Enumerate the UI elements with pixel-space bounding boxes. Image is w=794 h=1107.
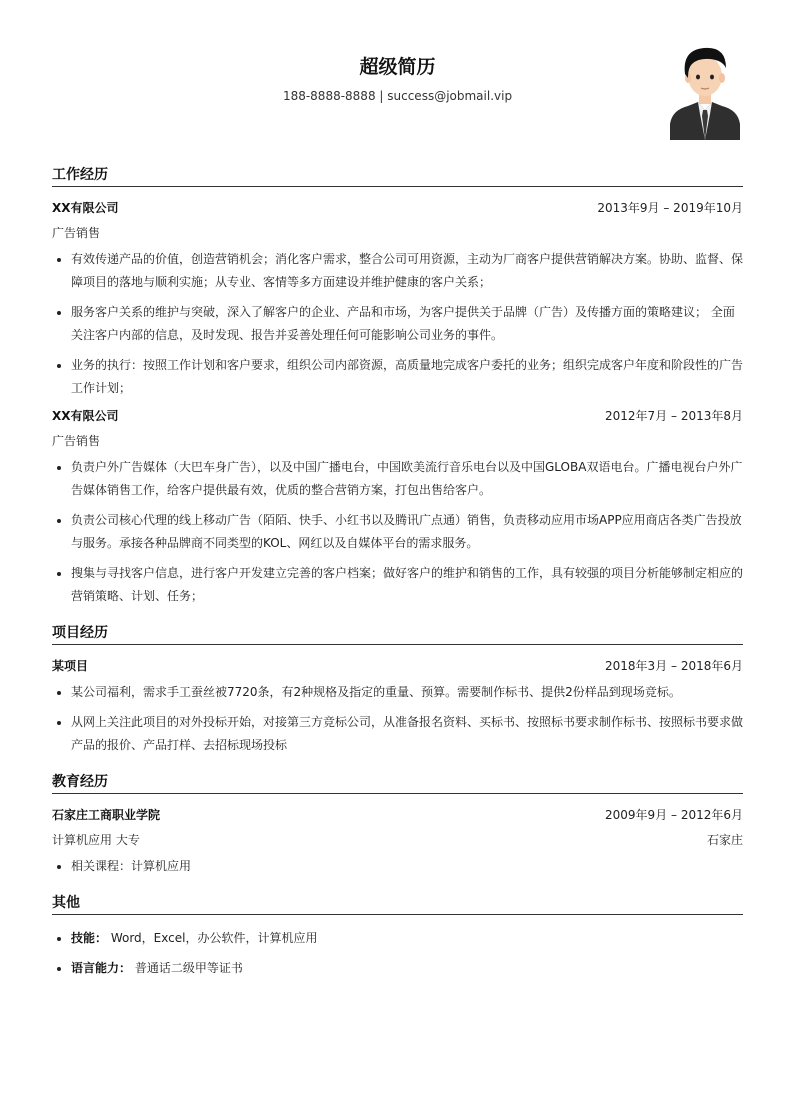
date-range: 2012年7月 – 2013年8月 <box>605 409 743 423</box>
company-name: XX有限公司 <box>52 409 119 423</box>
section-title-work: 工作经历 <box>52 158 743 187</box>
major-degree: 计算机应用 大专 <box>52 833 140 847</box>
location: 石家庄 <box>706 833 743 847</box>
item-label: 语言能力： <box>71 961 132 975</box>
item-text: Word，Excel，办公软件，计算机应用 <box>107 931 318 945</box>
list-item: • 负责户外广告媒体（大巴车身广告），以及中国广播电台，中国欧美流行音乐电台以及中国GLOBA双语电台。广播电视台户外广告媒体销售工作，给客户提供最有效，优质的整合营销方案，打包出售给客户。 <box>71 456 743 502</box>
candidate-name: 超级简历 <box>359 56 436 78</box>
work-entry <box>52 199 743 400</box>
list-item: • 业务的执行：按照工作计划和客户要求，组织公司内部资源，高质量地完成客户委托的业务；组织完成客户年度和阶段性的广告工作计划； <box>71 354 743 400</box>
section-title-projects: 项目经历 <box>52 616 743 645</box>
school-name: 石家庄工商职业学院 <box>52 808 161 822</box>
contact-line: 188-8888-8888 | success@jobmail.vip <box>282 89 513 103</box>
other-section <box>52 886 743 980</box>
resume-header <box>52 0 743 150</box>
project-name: 某项目 <box>52 659 89 673</box>
list-item <box>71 927 743 950</box>
date-range: 2018年3月 – 2018年6月 <box>605 659 743 673</box>
list-item <box>71 957 743 980</box>
list-item: • 搜集与寻找客户信息，进行客户开发建立完善的客户档案；做好客户的维护和销售的工作，具有较强的项目分析能够制定相应的营销策略、计划、任务； <box>71 562 743 608</box>
project-entry <box>52 657 743 757</box>
work-entry <box>52 407 743 608</box>
list-item: • 有效传递产品的价值，创造营销机会；消化客户需求，整合公司可用资源，主动为厂商客户提供营销解决方案。协助、监督、保障项目的落地与顺利实施；从专业、客情等多方面建设并维护健康的客户关系； <box>71 248 743 294</box>
section-title-education: 教育经历 <box>52 765 743 794</box>
project-section <box>52 616 743 757</box>
education-section <box>52 765 743 878</box>
list-item: • 服务客户关系的维护与突破，深入了解客户的企业、产品和市场，为客户提供关于品牌（广告）及传播方面的策略建议； 全面关注客户内部的信息，及时发现、报告并妥善处理任何可能影响公司业务的事件。 <box>71 301 743 347</box>
date-range: 2009年9月 – 2012年6月 <box>605 808 743 822</box>
avatar <box>670 44 740 140</box>
list-item: • 相关课程：计算机应用 <box>71 855 743 878</box>
job-role: 广告销售 <box>52 434 101 448</box>
item-text: 普通话二级甲等证书 <box>131 961 243 975</box>
list-item: • 从网上关注此项目的对外投标开始，对接第三方竞标公司，从准备报名资料、买标书、按照标书要求制作标书、按照标书要求做产品的报价、产品打样、去招标现场投标 <box>71 711 743 757</box>
work-section <box>52 158 743 608</box>
date-range: 2013年9月 – 2019年10月 <box>597 201 743 215</box>
job-role: 广告销售 <box>52 226 101 240</box>
resume-page <box>52 0 743 987</box>
section-title-other: 其他 <box>52 886 743 915</box>
list-item: • 负责公司核心代理的线上移动广告（陌陌、快手、小红书以及腾讯广点通）销售，负责移动应用市场APP应用商店各类广告投放与服务。承接各种品牌商不同类型的KOL、网红以及自媒体平台的需求服务。 <box>71 509 743 555</box>
item-label: 技能： <box>71 931 108 945</box>
list-item: • 某公司福利，需求手工蚕丝被7720条，有2种规格及指定的重量、预算。需要制作标书、提供2份样品到现场竞标。 <box>71 681 743 704</box>
company-name: XX有限公司 <box>52 201 119 215</box>
